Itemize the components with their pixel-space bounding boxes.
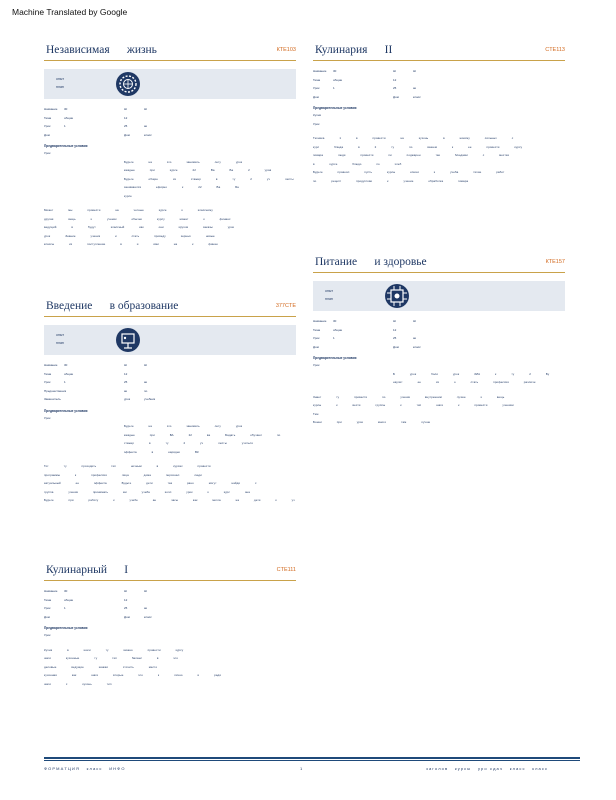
- outline-line: Будьте на это занимать лету урок: [124, 159, 243, 164]
- footer-left-text: Ф О Р М А Т Ц И Я к л а с с И Н Ф О: [44, 766, 125, 771]
- description-line: программы к профессия лица дома персонал люди: [44, 472, 202, 477]
- chalkboard-icon: [114, 326, 142, 354]
- detail-cell: 25: [393, 86, 397, 90]
- prerequisite-row: [44, 633, 296, 642]
- description-line: Будьте при работу к учебе ан часы как могла на дети к уч: [44, 498, 295, 502]
- course-details: [44, 107, 296, 160]
- detail-cell: 1: [333, 336, 335, 340]
- outline-line: стажер в ту 2 уч лепты учиться: [124, 441, 253, 445]
- detail-cell: Дом: [124, 614, 130, 619]
- detail-cell: общие: [333, 77, 343, 82]
- course-info-band: [44, 325, 296, 355]
- detail-row: [44, 363, 296, 372]
- detail-cell: ак: [413, 86, 416, 90]
- detail-cell: учебник: [144, 397, 156, 401]
- detail-cell: общие: [333, 327, 343, 332]
- band-label: план: [56, 341, 64, 345]
- detail-row: [44, 372, 296, 381]
- band-label: план: [325, 297, 333, 301]
- detail-cell: Предшественик: [44, 388, 67, 393]
- description-line: кухонная как шаги вторые это к лично и ради: [44, 673, 222, 677]
- course-info-band: [44, 69, 296, 99]
- detail-cell: 1: [64, 606, 66, 610]
- gear-globe-icon: [114, 70, 142, 98]
- detail-row: [313, 319, 565, 328]
- detail-row: [44, 598, 296, 607]
- prerequisites-label: Предварительные условия: [313, 106, 357, 110]
- detail-row: [44, 615, 296, 624]
- course-description: [313, 136, 565, 187]
- detail-row: [313, 86, 565, 95]
- description-line: повара люди провести пи поджарен так блюдами с местах: [313, 153, 510, 157]
- description-line: актуальный ее эффекта Будьте дети так рано могут найди с: [44, 481, 257, 485]
- outline-line: каждые при курсе 22 Ва Ба 2 уров: [124, 168, 272, 172]
- description-line: Будьте провеял пусть курсы ключи к учеба тихие работ: [313, 170, 505, 174]
- outline-line: курсе: [124, 193, 132, 198]
- description-line: в курсе блюдо по хлеб: [313, 161, 402, 166]
- outline-line: Будьте общие из стажер в ту 2 уч лепты: [124, 176, 294, 181]
- description-line: Тем: [313, 411, 319, 416]
- detail-row: [44, 124, 296, 133]
- description-line: Техника 1 в провести на кухонь в никому сильных с: [313, 136, 514, 140]
- detail-cell: 25: [124, 124, 128, 128]
- detail-cell: Дом: [393, 94, 399, 99]
- detail-cell: Урок: [44, 606, 51, 610]
- course-title: Питание и здоровье: [315, 256, 427, 268]
- course-description: [44, 648, 296, 691]
- detail-row: [44, 380, 296, 389]
- course-description: [44, 464, 296, 507]
- band-label: опыт: [56, 333, 64, 337]
- detail-cell: Урок: [313, 363, 320, 367]
- detail-cell: Ш: [393, 319, 396, 323]
- detail-cell: Тема: [313, 327, 321, 332]
- detail-cell: общие: [64, 371, 74, 376]
- outline-line: каждые при ВА 22 ва Бадать обучают по: [124, 432, 281, 437]
- detail-cell: Ш: [413, 69, 416, 73]
- detail-cell: 30: [64, 107, 68, 111]
- detail-row: [313, 345, 565, 354]
- detail-cell: 30: [333, 319, 337, 323]
- detail-cell: ак: [144, 380, 147, 384]
- course-section-c3: [44, 558, 296, 690]
- detail-cell: Дом: [44, 132, 50, 137]
- detail-row: [44, 107, 296, 116]
- band-label: опыт: [325, 289, 333, 293]
- course-details: [44, 589, 296, 642]
- description-line: классы из поступление в и ими на к финан: [44, 242, 218, 246]
- detail-cell: Название: [313, 319, 327, 323]
- detail-cell: Ш: [393, 69, 396, 73]
- course-header: [44, 558, 296, 581]
- outline-line: научит ее их о стать профессия различн: [393, 380, 536, 384]
- detail-row: [313, 78, 565, 87]
- detail-cell: Урок: [313, 86, 320, 90]
- course-description: [313, 395, 565, 429]
- description-line: по рецепт продуктово к учение обработка повара: [313, 178, 469, 183]
- course-section-c1: [44, 38, 296, 251]
- description-line: другая вещь к ученик обычно курсу может к финанс: [44, 216, 231, 221]
- description-line: Бонни при урок много там лучше: [313, 420, 431, 424]
- detail-cell: Ш: [124, 107, 127, 111]
- course-code: 377CTE: [275, 303, 296, 309]
- detail-cell: Название: [44, 107, 58, 111]
- detail-row: [44, 397, 296, 406]
- detail-cell: Тема: [44, 371, 52, 376]
- detail-cell: 1: [64, 380, 66, 384]
- course-header: [44, 294, 296, 317]
- course-details: [313, 69, 565, 130]
- prerequisite-row: [44, 151, 296, 160]
- detail-row: [44, 133, 296, 142]
- detail-cell: Ш: [124, 363, 127, 367]
- detail-cell: Ш: [144, 589, 147, 593]
- description-line: Знает ту провести по ученик внутренним лучше к вещь: [313, 394, 505, 399]
- detail-cell: Урок: [44, 415, 51, 420]
- band-label: план: [56, 85, 64, 89]
- circuit-food-icon: [383, 282, 411, 310]
- detail-cell: общие: [64, 597, 74, 602]
- course-details: [313, 319, 565, 372]
- detail-cell: Урок: [44, 124, 51, 128]
- outline-line: занимаются ефирно к 22 Ва Ба: [124, 185, 239, 189]
- detail-cell: по: [144, 388, 148, 393]
- course-title: Независимая жизнь: [46, 44, 157, 56]
- detail-cell: 12: [124, 371, 128, 376]
- description-line: Тот ту проходить тип ночным в курсах провести: [44, 464, 211, 468]
- course-header: [44, 38, 296, 61]
- detail-cell: ак: [413, 336, 416, 340]
- detail-cell: 25: [393, 336, 397, 340]
- description-line: урок Знание ученик и стать проведу зерных новые: [44, 233, 215, 238]
- detail-cell: Ш: [124, 589, 127, 593]
- footer-rule: [44, 757, 580, 759]
- detail-cell: Кухня: [313, 113, 322, 117]
- description-line: курс блюда в 2 ту по вашем к ее провести курсу: [313, 144, 523, 149]
- description-line: Кухня в шаги ту можно провести курсу: [44, 647, 184, 652]
- detail-cell: ак: [144, 606, 147, 610]
- detail-cell: класс: [144, 614, 152, 619]
- description-line: группа ученик принимать жи учеба колл урок к курс она: [44, 489, 250, 494]
- detail-cell: Дом: [44, 614, 50, 619]
- detail-row: [313, 95, 565, 104]
- detail-cell: 12: [393, 77, 397, 82]
- outline-line: Будьте на это занимать лету урок: [124, 424, 243, 428]
- course-details: [44, 363, 296, 424]
- detail-cell: Ш: [413, 319, 416, 323]
- prerequisite-row: [313, 122, 565, 131]
- detail-cell: общие: [64, 115, 74, 120]
- detail-cell: урок: [124, 397, 131, 401]
- detail-cell: Урок: [313, 121, 320, 126]
- description-line: шаги с кухонь тип: [44, 681, 112, 686]
- description-line: Может мы провести на четные курсе к классному: [44, 208, 213, 212]
- detail-cell: 12: [124, 597, 128, 602]
- detail-cell: Дом: [313, 94, 319, 99]
- footer-rule-thin: [44, 760, 580, 761]
- course-title: Введение в образование: [46, 300, 179, 312]
- machine-translated-banner: Machine Translated by Google: [12, 7, 128, 17]
- detail-cell: Урок: [44, 380, 51, 384]
- detail-row: [44, 589, 296, 598]
- prerequisite-row: [44, 416, 296, 425]
- course-code: CTE111: [276, 567, 296, 573]
- course-title: Кулинария II: [315, 44, 393, 56]
- detail-row: [44, 389, 296, 398]
- prerequisite-row: [313, 113, 565, 122]
- detail-cell: 12: [124, 115, 128, 120]
- detail-cell: Дом: [393, 344, 399, 349]
- detail-row: [313, 336, 565, 345]
- detail-cell: класс: [413, 344, 421, 349]
- detail-cell: Урок: [313, 336, 320, 340]
- detail-cell: 30: [64, 363, 68, 367]
- course-section-c2: [44, 294, 296, 507]
- detail-cell: Название: [313, 69, 327, 73]
- detail-cell: Ш: [144, 363, 147, 367]
- detail-row: [44, 606, 296, 615]
- detail-cell: Тема: [44, 115, 52, 120]
- course-info-band: [313, 281, 565, 311]
- detail-cell: 30: [333, 69, 337, 73]
- detail-cell: 30: [64, 589, 68, 593]
- detail-cell: 25: [124, 606, 128, 610]
- detail-row: [313, 69, 565, 78]
- prerequisite-row: [313, 363, 565, 372]
- detail-row: [313, 328, 565, 337]
- prerequisites-label: Предварительные условия: [44, 144, 88, 148]
- detail-cell: 1: [64, 124, 66, 128]
- course-outline: [124, 160, 296, 203]
- detail-cell: Название: [44, 589, 58, 593]
- course-description: [44, 208, 296, 251]
- detail-row: [44, 116, 296, 125]
- prerequisites-label: Предварительные условия: [44, 408, 88, 413]
- outline-line: эффекта в нарядно ВК: [124, 449, 199, 454]
- course-outline: [124, 424, 296, 458]
- prerequisites-label: Предварительные условия: [44, 626, 88, 630]
- page-number: 1: [300, 766, 303, 771]
- description-line: шаги кухонные ту тип баланс в это: [44, 656, 179, 660]
- description-line: ведущий в будут классный как они кругом заказы урок: [44, 225, 235, 229]
- course-code: КТЕ157: [545, 259, 565, 265]
- footer-right-text: з а г о л о в к у р с ы у р о с д а ч к л а с с к л а с с: [426, 766, 547, 771]
- detail-cell: ак: [144, 124, 147, 128]
- course-section-c5: [313, 250, 565, 429]
- detail-cell: Тема: [44, 597, 52, 602]
- detail-cell: Тема: [313, 77, 321, 82]
- detail-cell: Ш: [144, 107, 147, 111]
- detail-cell: 25: [124, 380, 128, 384]
- course-code: КТЕ103: [276, 47, 296, 53]
- description-line: курсы к вести группы к тип шаги к провести ученики: [313, 403, 514, 407]
- detail-cell: Урок: [44, 151, 51, 155]
- course-title: Кулинарный I: [46, 564, 129, 576]
- detail-cell: Дом: [124, 132, 130, 137]
- detail-cell: ак: [124, 388, 127, 393]
- course-header: [313, 250, 565, 273]
- detail-cell: Название: [44, 363, 58, 367]
- course-header: [313, 38, 565, 61]
- detail-cell: 1: [333, 86, 335, 90]
- detail-cell: класс: [413, 94, 421, 99]
- band-label: опыт: [56, 77, 64, 81]
- prerequisites-label: Предварительные условия: [313, 356, 357, 360]
- detail-cell: Дом: [313, 344, 319, 349]
- outline-line: Б урок боли урок ЗИА к ту 2 Бу: [393, 371, 550, 376]
- course-outline: [393, 372, 565, 389]
- detail-cell: класс: [144, 132, 152, 137]
- course-section-c4: [313, 38, 565, 187]
- detail-cell: Заменитель: [44, 397, 61, 401]
- course-code: CTE113: [545, 47, 565, 53]
- detail-cell: Урок: [44, 633, 51, 637]
- detail-cell: 12: [393, 327, 397, 332]
- description-line: деловые ведущие шажки сточить место: [44, 664, 158, 669]
